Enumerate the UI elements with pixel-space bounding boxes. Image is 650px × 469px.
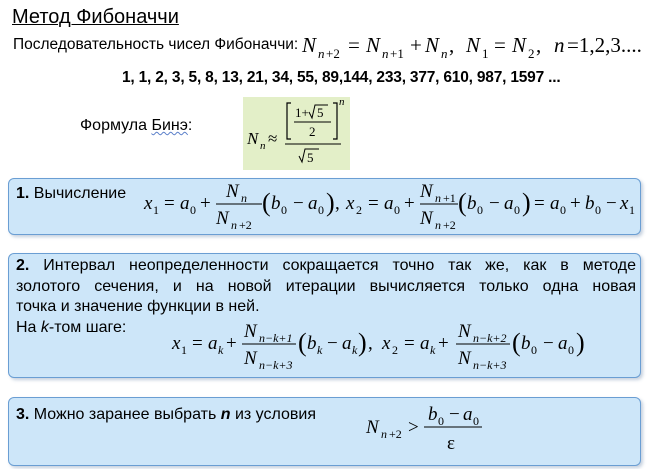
svg-text:a: a [504,193,514,214]
svg-text:a: a [180,193,190,214]
svg-text:1: 1 [181,343,187,357]
svg-text:N: N [512,33,527,57]
svg-text:n: n [339,97,345,108]
svg-text:=1,2,3....: =1,2,3.... [567,33,642,57]
svg-text:b: b [467,193,477,214]
svg-text:N: N [425,33,440,57]
svg-text:): ) [358,328,367,357]
svg-text:N: N [466,33,481,57]
svg-text:,: , [335,193,340,214]
svg-text:5: 5 [317,105,324,120]
svg-text:−: − [606,193,617,214]
svg-text:a: a [558,333,568,354]
svg-text:2: 2 [356,203,362,217]
svg-text:b: b [271,193,281,214]
svg-text:+: + [200,193,211,214]
svg-text:−: − [293,193,304,214]
svg-text:): ) [326,188,335,217]
svg-text:N: N [366,417,379,438]
svg-text:+: + [404,193,415,214]
svg-text:n: n [381,427,387,441]
svg-text:n: n [260,140,266,152]
svg-text:N: N [226,181,239,202]
step2-kstep-label: На k-том шаге: [16,318,127,336]
svg-text:k: k [317,343,323,357]
svg-text:N: N [247,129,259,148]
svg-text:x: x [172,333,181,354]
svg-text:0: 0 [514,203,520,217]
svg-text:b: b [521,333,531,354]
svg-text:−: − [449,404,460,425]
svg-text:−: − [489,193,500,214]
svg-text:=: = [404,333,415,354]
svg-text:2: 2 [392,343,398,357]
step2-line-2: золотого сечения, и на новой итерации вычисляется только одна новая [16,277,636,295]
svg-text:−: − [327,333,338,354]
step1-formula [140,180,640,232]
svg-text:b: b [428,404,438,425]
svg-text:+: + [410,33,422,57]
svg-text:a: a [208,333,218,354]
step2-line-1: 2. Интервал неопределенности сокращается точно так же, как в методе [16,257,636,274]
svg-text:N: N [420,208,433,229]
svg-text:0: 0 [473,414,479,428]
svg-text:=: = [534,193,545,214]
svg-text:+1: +1 [390,46,404,61]
svg-text:0: 0 [531,343,537,357]
svg-text:0: 0 [318,203,324,217]
svg-text:=: = [494,33,506,57]
svg-text:n: n [231,218,237,232]
svg-text:x: x [620,193,629,214]
svg-text:+2: +2 [389,427,402,441]
svg-text:,: , [536,33,542,57]
svg-text:(: ( [262,188,271,217]
step3-formula [362,400,502,460]
svg-text:N: N [458,321,471,342]
svg-text:2: 2 [528,46,535,61]
svg-text:N: N [420,181,433,202]
svg-text:k: k [430,343,436,357]
svg-text:n−k+2: n−k+2 [473,331,507,345]
svg-text:(: ( [512,328,521,357]
svg-text:N: N [216,208,229,229]
svg-text:a: a [550,193,560,214]
binet-label: Формула Бинэ: [80,117,193,134]
svg-text:=: = [192,333,203,354]
svg-text:N: N [244,348,257,369]
svg-text:=: = [164,193,175,214]
svg-text:n: n [441,46,448,61]
svg-text:≈: ≈ [268,129,278,148]
step1-label: 1. Вычисление [16,185,127,202]
svg-text:n: n [318,46,325,61]
svg-text:N: N [244,321,257,342]
svg-text:>: > [408,417,419,438]
svg-text:2: 2 [309,124,316,139]
svg-text:): ) [576,328,585,357]
svg-text:+2: +2 [443,218,456,232]
svg-text:n: n [382,46,389,61]
svg-text:x: x [144,193,153,214]
svg-text:,: , [368,333,373,354]
svg-text:a: a [384,193,394,214]
svg-text:+: + [438,333,449,354]
step2-formula [168,320,608,372]
svg-text:0: 0 [595,203,601,217]
step2-line-3: точка и значение функции в ней. [16,298,260,315]
svg-text:(: ( [298,328,307,357]
svg-text:,: , [449,33,455,57]
svg-text:N: N [458,348,471,369]
binet-formula-box [243,97,350,170]
svg-text:n−k+3: n−k+3 [473,358,507,372]
sequence-label: Последовательность чисел Фибоначчи: [13,36,299,53]
page-title: Метод Фибоначчи [12,6,179,28]
svg-text:5: 5 [307,150,314,165]
svg-text:0: 0 [281,203,287,217]
svg-text:0: 0 [438,414,444,428]
svg-text:b: b [307,333,317,354]
svg-text:a: a [463,404,473,425]
svg-text:+2: +2 [326,46,340,61]
svg-text:0: 0 [190,203,196,217]
svg-text:1: 1 [482,46,489,61]
svg-text:k: k [218,343,224,357]
svg-text:1+: 1+ [295,105,309,120]
svg-text:N: N [302,33,317,57]
svg-text:0: 0 [568,343,574,357]
svg-text:n: n [435,191,441,205]
svg-text:n: n [554,33,565,57]
svg-text:(: ( [458,188,467,217]
svg-text:k: k [352,343,358,357]
svg-text:−: − [543,333,554,354]
svg-text:N: N [366,33,381,57]
svg-text:b: b [585,193,595,214]
svg-text:1: 1 [629,203,635,217]
binet-formula [243,97,350,170]
svg-text:+1: +1 [443,191,456,205]
svg-text:0: 0 [560,203,566,217]
svg-text:n: n [241,191,247,205]
svg-text:a: a [420,333,430,354]
fibonacci-numbers: 1, 1, 2, 3, 5, 8, 13, 21, 34, 55, 89,144, 233, 377, 610, 987, 1597 ... [122,69,561,86]
svg-text:=: = [368,193,379,214]
svg-text:+: + [570,193,581,214]
recurrence-formula [300,30,645,64]
svg-text:0: 0 [394,203,400,217]
svg-text:n−k+3: n−k+3 [259,358,293,372]
step3-label: 3. Можно заранее выбрать n из условия [16,406,317,423]
svg-text:n: n [435,218,441,232]
svg-text:): ) [522,188,531,217]
svg-text:ε: ε [447,433,455,454]
svg-text:a: a [308,193,318,214]
svg-text:1: 1 [153,203,159,217]
svg-text:x: x [382,333,391,354]
svg-text:+2: +2 [239,218,252,232]
svg-text:0: 0 [477,203,483,217]
svg-text:x: x [346,193,355,214]
svg-text:n−k+1: n−k+1 [259,331,293,345]
svg-text:=: = [348,33,360,57]
svg-text:+: + [226,333,237,354]
svg-text:a: a [342,333,352,354]
